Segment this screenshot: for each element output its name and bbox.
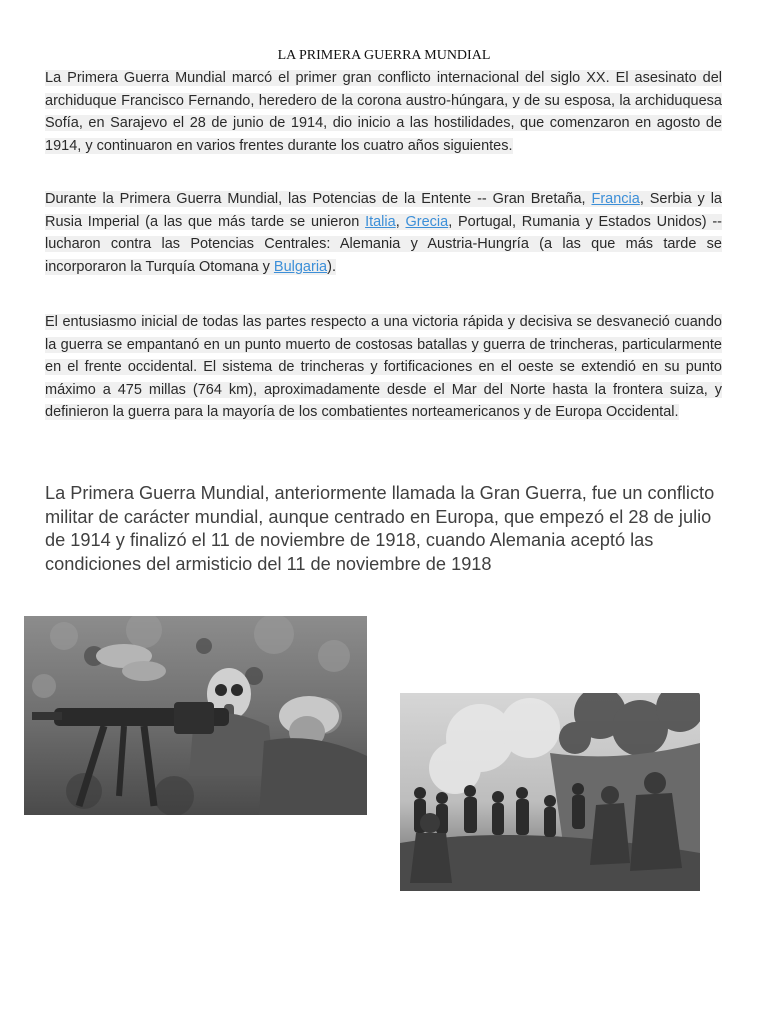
link-italia[interactable]: Italia: [365, 213, 396, 230]
paragraph-text: , Portugal, Rumania y Estados Unidos) -- lucharon contra las Potencias Centrales: Alemania y Austria-Hungría (a las que más tarde se incorporaron la Turquía Otomana y: [45, 213, 723, 275]
paragraph-assassination: [45, 67, 722, 157]
photo-infantry-advance: [400, 693, 700, 891]
link-francia[interactable]: Francia: [591, 191, 640, 207]
paragraph-content: [45, 191, 722, 275]
link-bulgaria[interactable]: Bulgaria: [273, 258, 328, 275]
paragraph-text: La Primera Guerra Mundial marcó el primer gran conflicto internacional del siglo XX. El asesinato del archiduque Francisco Fernando, heredero de la corona austro-húngara, y de su esposa, la archiduquesa Sofía, en Sarajevo el 28 de junio de 1914, dio inicio a las hostilidades, que comenzaron en agosto de 1914, y continuaron en varios frentes durante los cuatro años siguientes.: [45, 70, 722, 154]
link-grecia[interactable]: Grecia: [405, 213, 449, 230]
paragraph-trenches: [45, 311, 722, 424]
paragraph-alliances: [45, 188, 722, 278]
paragraph-text: ).: [327, 258, 336, 275]
paragraph-text: Durante la Primera Guerra Mundial, las Potencias de la Entente -- Gran Bretaña,: [45, 191, 592, 207]
intro-paragraph: La Primera Guerra Mundial, anteriormente llamada la Gran Guerra, fue un conflicto militar de carácter mundial, aunque centrado en Europa, que empezó el 28 de julio de 1914 y finalizó el 11 de noviembre de 1918, cuando Alemania aceptó las condiciones del armisticio del 11 de noviembre de 1918: [45, 483, 715, 575]
page-title: LA PRIMERA GUERRA MUNDIAL: [277, 48, 491, 63]
photo-machine-gun-crew: [24, 616, 367, 815]
paragraph-text: El entusiasmo inicial de todas las partes respecto a una victoria rápida y decisiva se desvaneció cuando la guerra se empantanó en un punto muerto de costosas batallas y guerra de trincheras, particularmente en el frente occidental. El sistema de trincheras y fortificaciones en el oeste se extendió en su punto máximo a 475 millas (764 km), aproximadamente desde el Mar del Norte hasta la frontera suiza, y definieron la guerra para la mayoría de los combatientes norteamericanos y de Europa Occidental.: [45, 314, 722, 421]
paragraph-text: , Serbia y la Rusia Imperial (a las que más tarde se unieron: [45, 191, 722, 230]
paragraph-text: ,: [395, 213, 406, 230]
